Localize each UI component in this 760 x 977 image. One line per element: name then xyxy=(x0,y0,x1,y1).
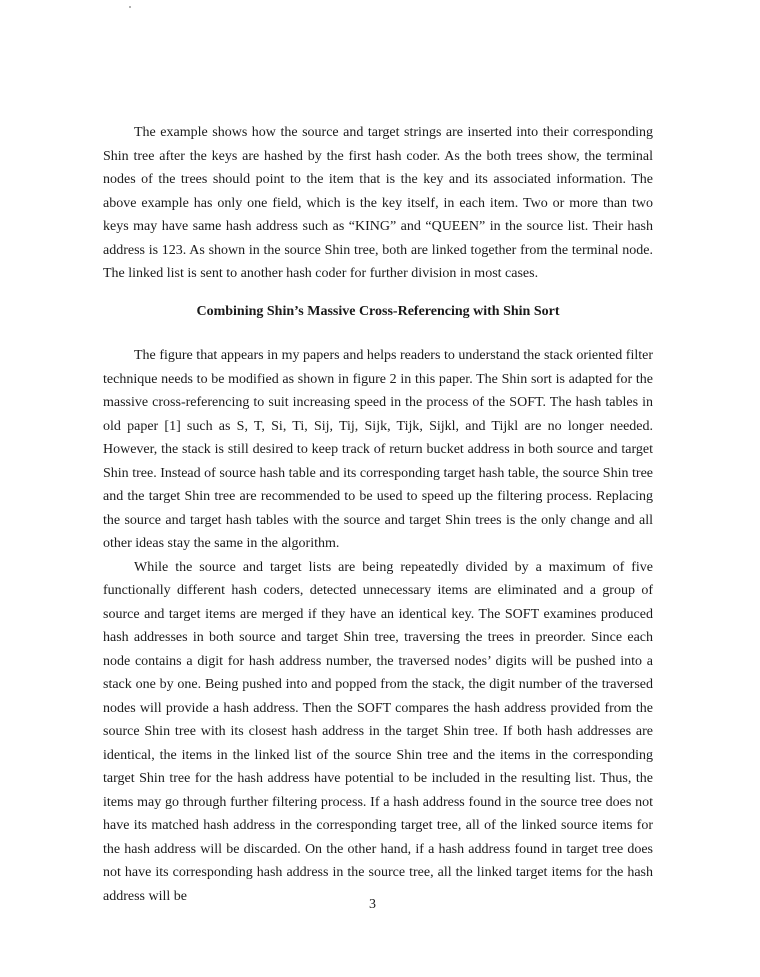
scan-speck xyxy=(129,6,131,8)
intro-paragraph-block xyxy=(103,121,653,286)
page-number: 3 xyxy=(369,897,376,912)
body-paragraph: While the source and target lists are being repeatedly divided by a maximum of five functionally different hash coders, detected unnecessary items are eliminated and a group of source and target items are merged if they have an identical key. The SOFT examines produced hash addresses in both source and target Shin tree, traversing the trees in preorder. Since each node contains a digit for hash address number, the traversed nodes’ digits will be pushed into a stack one by one. Being pushed into and popped from the stack, the digit number of the traversed nodes will provide a hash address. Then the SOFT compares the hash address provided from the source Shin tree with its closest hash address in the target Shin tree. If both hash addresses are identical, the items in the linked list of the source Shin tree and the items in the corresponding target Shin tree for the hash address have potential to be included in the resulting list. Thus, the items may go through further filtering process. If a hash address found in the source tree does not have its matched hash address in the corresponding target tree, all of the linked source items for the hash address will be discarded. On the other hand, if a hash address found in target tree does not have its corresponding hash address in the source tree, all the linked target items for the hash address will be xyxy=(103,559,653,904)
section-heading: Combining Shin’s Massive Cross-Referencing with Shin Sort xyxy=(196,304,560,319)
section-body xyxy=(103,344,653,908)
body-paragraph: The example shows how the source and target strings are inserted into their corresponding Shin tree after the keys are hashed by the first hash coder. As the both trees show, the terminal nodes of the trees should point to the item that is the key and its associated information. The above example has only one field, which is the key itself, in each item. Two or more than two keys may have same hash address such as “KING” and “QUEEN” in the source list. Their hash address is 123. As shown in the source Shin tree, both are linked together from the terminal node. The linked list is sent to another hash coder for further division in most cases. xyxy=(103,125,653,281)
body-paragraph: The figure that appears in my papers and helps readers to understand the stack oriented filter technique needs to be modified as shown in figure 2 in this paper. The Shin sort is adapted for the massive cross-referencing to suit increasing speed in the process of the SOFT. The hash tables in old paper [1] such as S, T, Si, Ti, Sij, Tij, Sijk, Tijk, Sijkl, and Tijkl are no longer needed. However, the stack is still desired to keep track of return bucket address in both source and target Shin tree. Instead of source hash table and its corresponding target hash table, the source Shin tree and the target Shin tree are recommended to be used to speed up the filtering process. Replacing the source and target hash tables with the source and target Shin trees is the only change and all other ideas stay the same in the algorithm. xyxy=(103,348,653,551)
